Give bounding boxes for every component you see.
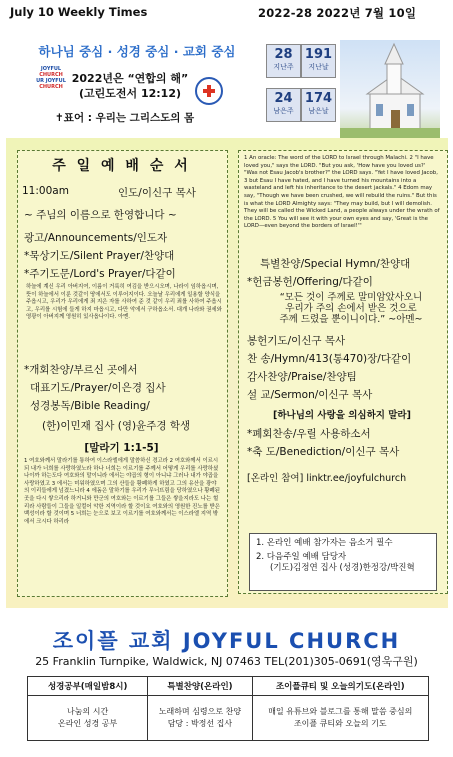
issue-date: 2022-28 2022년 7월 10일 xyxy=(258,6,417,20)
ministry-table xyxy=(27,676,429,741)
year-goal-title: 2022년은 “연합의 해” xyxy=(71,72,189,85)
year-goal-verse: (고린도전서 12:12) xyxy=(78,87,182,100)
weekly-title: July 10 Weekly Times xyxy=(10,5,148,19)
order-item: 봉헌기도/이신구 목사 xyxy=(247,335,346,347)
notice-item: 2. 다음주일 예배 담당자 xyxy=(256,552,347,562)
table-header: 조이플큐티 및 오늘의기도(온라인) xyxy=(252,677,428,696)
order-item: *축 도/Benediction/이신구 목사 xyxy=(247,446,400,458)
order-item: 특별찬양/Special Hymn/찬양대 xyxy=(260,258,411,270)
order-item: *폐회찬송/우릴 사용하소서 xyxy=(247,428,371,440)
order-item: 성경봉독/Bible Reading/ xyxy=(30,400,150,412)
order-item: 설 교/Sermon/이신구 목사 xyxy=(247,389,373,401)
church-building-image xyxy=(340,40,440,138)
sermon-title: [하나님의 사랑을 의심하지 말라] xyxy=(273,410,411,421)
cross-icon xyxy=(195,77,223,105)
stat-last-days: 191 지난날 xyxy=(301,44,336,78)
order-item: 찬 송/Hymn/413(통470)장/다같이 xyxy=(247,353,412,365)
notice-item: 1. 온라인 예배 참가자는 음소거 필수 xyxy=(256,538,393,548)
church-motto: 하나님 중심 · 성경 중심 · 교회 중심 xyxy=(38,44,236,59)
order-item: *개회찬양/부르신 곳에서 xyxy=(24,364,138,376)
church-address: 25 Franklin Turnpike, Waldwick, NJ 07463 TEL(201)305-0691(영욱구원) xyxy=(35,655,418,668)
online-link[interactable]: [온라인 참여] linktr.ee/joyfulchurch xyxy=(247,473,407,484)
table-header: 성경공부(매일밤8시) xyxy=(28,677,148,696)
worship-call: ~ 주님의 이름으로 한영합니다 ~ xyxy=(24,209,177,221)
order-item: 대표기도/Prayer/이은경 집사 xyxy=(30,382,166,394)
lords-prayer-text: 하늘에 계신 우리 아버지여, 이름이 거룩히 여김을 받으시오며, 나라이 임하옵시며, 뜻이 하늘에서 이룬 것같이 땅에서도 이루어지이다. 오늘날 우리에게 일용할 양식을 주옵시고, 우리가 우리에게 죄 지은 자를 사하여 준 것 같이 우리 죄를 사하여 주옵시고, 우리를 시험에 들게 하지 마옵시고, 다만 악에서 구하옵소서. 대개 나라와 권세와 영광이 아버지께 영원히 있사옵나이다. 아멘. xyxy=(26,284,222,321)
scripture-english: 1 An oracle: The word of the LORD to Israel through Malachi. 2 "I have loved you," says the LORD. "But you ask, 'How have you loved us?' "Was not Esau Jacob's brother?" the LORD says. "Yet I have loved Jacob, 3 but Esau I have hated, and I have turned his mountains into a wasteland and left his inheritance to the desert jackals." 4 Edom may say, "Though we have been crushed, we will rebuild the ruins." But this is what the LORD Almighty says: "They may build, but I will demolish. They will be called the Wicked Land, a people always under the wrath of the LORD. 5 You will see it with your own eyes and say, 'Great is the LORD—even beyond the borders of Israel!'" xyxy=(244,155,440,230)
worship-time: 11:00am xyxy=(22,185,69,197)
table-header: 특별찬양(온라인) xyxy=(148,677,252,696)
stat-remaining-weeks: 24 남은주 xyxy=(266,88,301,122)
top-bar xyxy=(0,0,453,22)
order-item: 광고/Announcements/인도자 xyxy=(24,232,168,244)
order-item: *묵상기도/Silent Prayer/찬양대 xyxy=(24,250,175,262)
church-logo: JOYFUL CHURCH UR JOYFUL CHURCH xyxy=(36,66,66,90)
order-item: 감사찬양/Praise/찬양팀 xyxy=(247,371,357,383)
worship-leader: 인도/이신구 목사 xyxy=(118,187,196,199)
order-item: *헌금봉헌/Offering/다같이 xyxy=(247,276,373,288)
notice-box xyxy=(249,533,437,591)
scripture-reference: [말라기 1:1-5] xyxy=(84,442,159,454)
stat-remaining-days: 174 남은날 xyxy=(301,88,336,122)
motto-slogan: ✝표어 : 우리는 그리스도의 몸 xyxy=(55,112,195,124)
church-name: 조이플 교회 JOYFUL CHURCH xyxy=(52,629,401,653)
table-cell: 노래하며 심령으로 찬양 담당 : 박정선 집사 xyxy=(148,696,252,741)
year-goal xyxy=(70,71,190,101)
table-cell: 나눔의 시간 온라인 성경 공부 xyxy=(28,696,148,741)
order-item: (한)이민재 집사 (영)윤주경 학생 xyxy=(42,420,191,432)
order-item: *주기도문/Lord's Prayer/다같이 xyxy=(24,268,176,280)
scripture-korean: 1 여호와께서 말라기를 통하여 이스라엘에게 말씀하신 경고라 2 여호와께서 이르시되 내가 너희를 사랑하였노라 하나 너희는 이르기를 주께서 어떻게 우리를 사랑하셨나이까 하는도다 여호와의 말이니라 에서는 야곱의 형이 아니냐 그러나 내가 야곱을 사랑하였고 3 에서는 미워하였으며 그의 산들을 황폐하게 하였고 그의 유산을 광야의 이리들에게 넘겼느니라 4 에돔은 말하기를 우리가 무너뜨림을 당하였으나 황폐된 곳을 다시 쌓으리라 하거니와 만군의 여호와는 이르기를 그들은 쌓을지라도 나는 헐리라 사람들이 그들을 일컬어 악한 지역이라 할 것이요 여호와의 영원한 진노를 받은 백성이라 할 것이며 5 너희는 눈으로 보고 이르기를 여호와께서는 이스라엘 지역 밖에서 크시다 하리라 xyxy=(24,458,220,525)
notice-item: (기도)김정연 집사 (성경)한정강/박진혁 xyxy=(270,563,415,573)
offering-quote: “모든 것이 주께로 말미암았사오니 우리가 주의 손에서 받은 것으로 주께 드렸을 뿐이니이다.” ~아멘~ xyxy=(279,292,423,325)
table-cell: 매일 유튜브와 블로그를 통해 말씀 중심의 조이플 큐티와 오늘의 기도 xyxy=(252,696,428,741)
stat-last-week: 28 지난주 xyxy=(266,44,301,78)
worship-order-title: 주 일 예 배 순 서 xyxy=(52,158,191,174)
